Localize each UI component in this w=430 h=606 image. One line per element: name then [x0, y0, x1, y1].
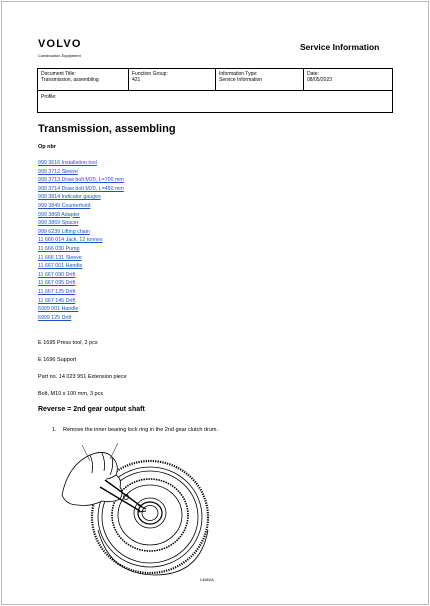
tool-link[interactable]: 999 3714 Draw bolt M20, L=450 mm — [38, 185, 124, 192]
tool-link[interactable]: 11 667 125 Drift — [38, 288, 76, 295]
tool-link[interactable]: 11 667 145 Drift — [38, 297, 76, 304]
volvo-logo: VOLVO — [38, 38, 82, 50]
header-label: Function Group: — [132, 71, 168, 77]
header-label: Information Type: — [219, 71, 258, 77]
section-heading: Reverse = 2nd gear output shaft — [38, 406, 145, 413]
tool-list — [38, 159, 124, 322]
header-label: Document Title: — [41, 71, 76, 77]
tool-link[interactable]: 999 3713 Draw bolt M20, L=700 mm — [38, 177, 124, 184]
document-header-table — [37, 68, 393, 113]
tool-link[interactable]: 11 666 030 Pump — [38, 245, 80, 252]
header-value: Transmission, assembling — [41, 77, 99, 83]
tool-link[interactable]: 11 666 014 Jack, 12 tonnes — [38, 237, 103, 244]
tool-note-bolt: Bolt, M10 x 100 mm, 3 pcs — [38, 391, 104, 397]
header-value: Service Information — [219, 77, 263, 83]
header-value: 421 — [132, 77, 141, 83]
tool-link[interactable]: 999 6239 Lifting chain — [38, 228, 90, 235]
profile-label: Profile: — [41, 94, 57, 100]
figure-code: L4662A — [200, 577, 214, 582]
step-text: Remove the inner bearing lock ring in the 2nd gear clutch drum. — [63, 427, 219, 433]
tool-link[interactable]: 11 667 090 Drift — [38, 271, 76, 278]
tool-link[interactable]: 11 667 095 Drift — [38, 280, 76, 287]
tool-link[interactable]: 999 3868 Adapter — [38, 211, 80, 218]
page-title: Transmission, assembling — [38, 123, 176, 135]
tool-link[interactable]: 6999 125 Drift — [38, 314, 72, 321]
header-value: 08/05/2023 — [307, 77, 333, 83]
tool-link[interactable]: 999 3814 Indicator gauges — [38, 194, 101, 201]
step-number: 1. — [52, 427, 57, 433]
tool-link[interactable]: 999 3849 Counterhold — [38, 202, 91, 209]
clutch-drum-illustration — [50, 435, 230, 585]
header-cell-information-type — [215, 69, 303, 90]
tool-note-press-tool: E 1695 Press tool, 2 pcs — [38, 340, 98, 346]
header-cell-function-group — [128, 69, 215, 90]
service-information-heading: Service Information — [300, 42, 380, 52]
tool-note-extension-piece: Part no. 14 023 951 Extension piece — [38, 374, 127, 380]
logo-subtitle: Construction Equipment — [38, 53, 81, 58]
op-nbr-label: Op nbr — [38, 144, 57, 150]
tool-link[interactable]: 6999 001 Handle — [38, 306, 79, 313]
tool-note-support: E 1696 Support — [38, 357, 77, 363]
header-label: Date: — [307, 71, 319, 77]
tool-link[interactable]: 999 3869 Spacer — [38, 220, 79, 227]
header-cell-date — [303, 69, 392, 90]
tool-link[interactable]: 999 3616 Installation tool — [38, 160, 97, 166]
tool-link[interactable]: 11 667 001 Handle — [38, 263, 83, 270]
header-cell-document-title — [38, 69, 128, 90]
header-row — [38, 69, 392, 91]
tool-link[interactable]: 999 3712 Sleeve — [38, 168, 78, 175]
tool-link[interactable]: 11 666 131 Sleeve — [38, 254, 82, 261]
step-item — [52, 427, 218, 433]
